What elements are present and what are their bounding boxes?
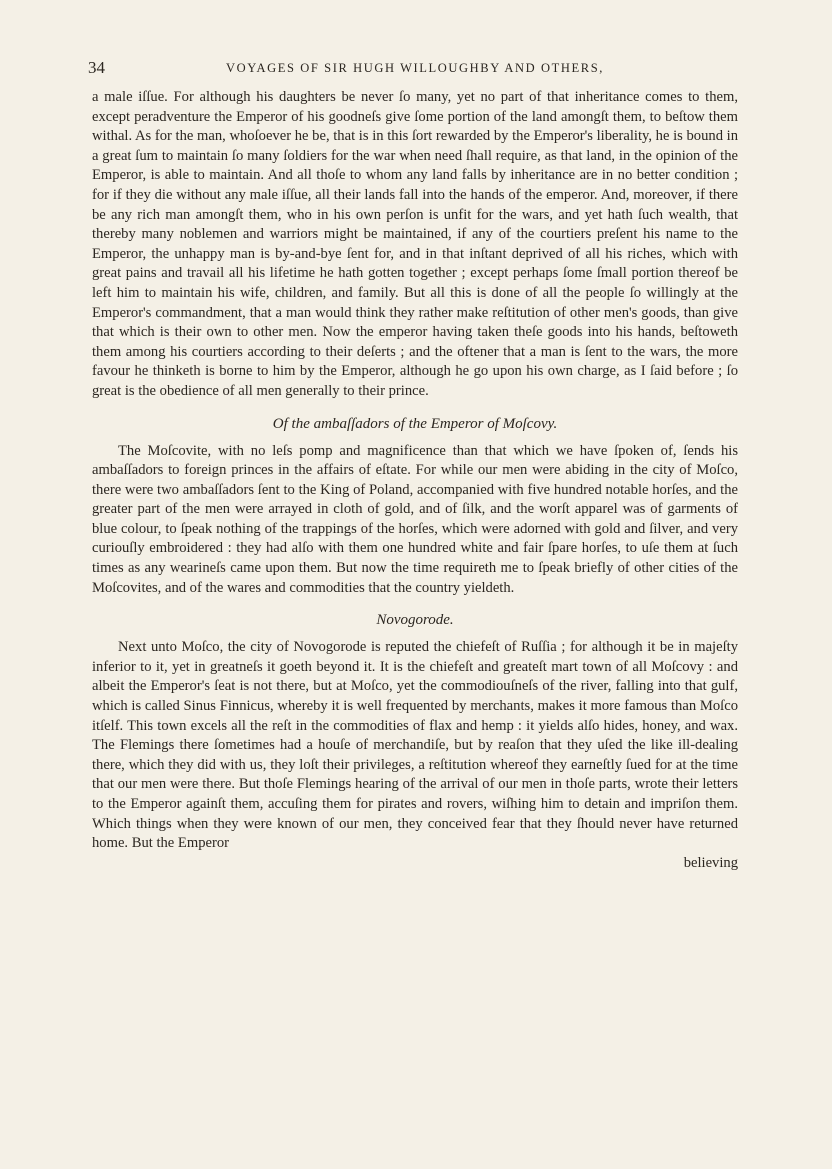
book-page (88, 58, 738, 873)
page-number: 34 (88, 58, 105, 77)
section-heading-ambassadors: Of the ambaſſadors of the Emperor of Moſcovy. (272, 415, 558, 432)
paragraph-novogorode: Next unto Moſco, the city of Novogorode is reputed the chiefeſt of Ruſſia ; for although it be in majeſty inferior to it, yet in greatneſs it goeth beyond it. It is the chiefeſt and greateſt mart town of all Moſcovy : and albeit the Emperor's ſeat is not there, but at Moſco, yet the commodiouſneſs of the river, falling into that gulf, which is called Sinus Finnicus, whereby it is well frequented by merchants, makes it more famous than Moſco itſelf. This town excels all the reſt in the commodities of flax and hemp : it yields alſo hides, honey, and wax. The Flemings there ſometimes had a houſe of merchandiſe, but by reaſon that they uſed the like ill-dealing there, which they did with us, they loſt their privileges, a reſtitution whereof they earneſtly ſued for at the time that our men were there. But thoſe Flemings hearing of the arrival of our men in thoſe parts, wrote their letters to the Emperor againſt them, accuſing them for pirates and rovers, wiſhing him to detain and impriſon them. Which things when they were known of our men, they conceived fear that they ſhould never have returned home. But the Emperor (92, 639, 738, 852)
catchword: believing (683, 854, 738, 871)
section-heading-novogorode: Novogorode. (376, 612, 454, 629)
page-header (88, 58, 738, 82)
running-head: VOYAGES OF SIR HUGH WILLOUGHBY AND OTHERS, (226, 61, 604, 75)
paragraph-ambassadors: The Moſcovite, with no leſs pomp and magnificence than that which we have ſpoken of, ſends his ambaſſadors to foreign princes in the affairs of eſtate. For while our men were abiding in the city of Moſco, there were two ambaſſadors ſent to the King of Poland, accompanied with five hundred notable horſes, and the greater part of the men were arrayed in cloth of gold, and of ſilk, and the worſt apparel was of garments of blue colour, to ſpeak nothing of the trappings of the horſes, which were adorned with gold and ſilver, and very curiouſly embroidered : they had alſo with them one hundred white and fair ſpare horſes, to uſe them at ſuch times as any wearineſs came upon them. But now the time requireth me to ſpeak briefly of other cities of the Moſcovites, and of the wares and commodities that the country yieldeth. (92, 442, 738, 596)
paragraph-inheritance: a male iſſue. For although his daughters be never ſo many, yet no part of that inheritance comes to them, except peradventure the Emperor of his goodneſs give ſome portion of the land amongſt them, to beſtow them withal. As for the man, whoſoever he be, that is in this ſort rewarded by the Emperor's liberality, he is bound in a great ſum to maintain ſo many ſoldiers for the war when need ſhall require, as that land, in the opinion of the Emperor, is able to maintain. And all thoſe to whom any land falls by inheritance are in no better condition ; for if they die without any male iſſue, all their lands fall into the hands of the emperor. And, moreover, if there be any rich man amongſt them, who in his own perſon is unfit for the wars, and yet hath ſuch wealth, that thereby many noblemen and warriors might be maintained, if any of the courtiers preſent his name to the Emperor, the unhappy man is by-and-bye ſent for, and in that inſtant deprived of all his riches, which with great pains and travail all his lifetime he hath gotten together ; except perhaps ſome ſmall portion thereof be left him to maintain his wife, children, and family. But all this is done of all the people ſo willingly at the Emperor's commandment, that a man would think they rather make reſtitution of other men's goods, than give that which is their own to other men. Now the emperor having taken theſe goods into his hands, beſtoweth them among his courtiers according to their deſerts ; and the oftener that a man is ſent to the wars, the more favour he thinketh is borne to him by the Emperor, although he go upon his own charge, as I ſaid before ; ſo great is the obedience of all men generally to their prince. (92, 89, 738, 399)
